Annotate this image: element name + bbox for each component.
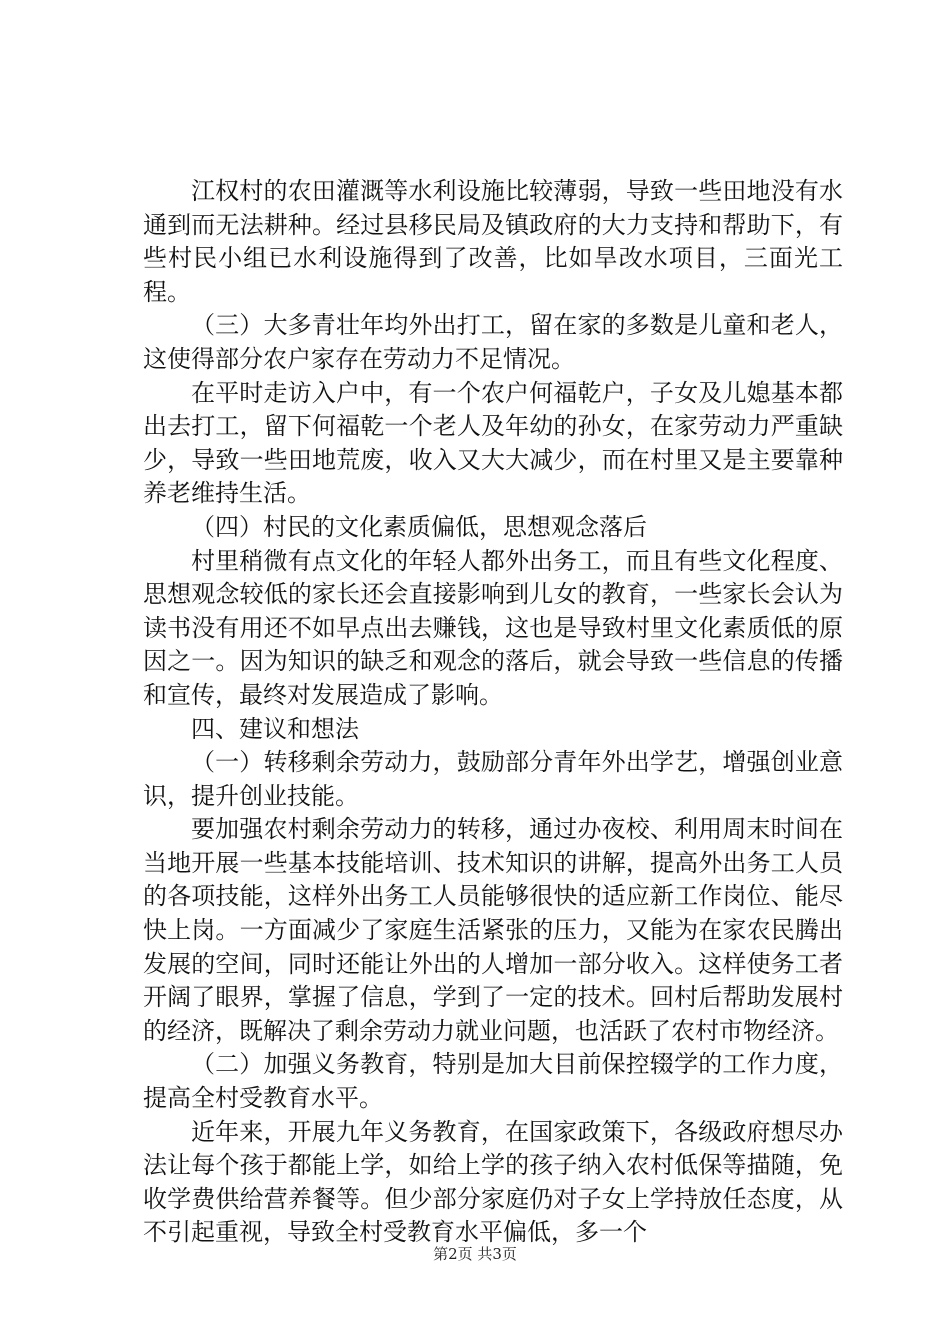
paragraph-irrigation: 江权村的农田灌溉等水利设施比较薄弱，导致一些田地没有水通到而无法耕种。经过县移民局及镇政府的大力支持和帮助下，有些村民小组已水利设施得到了改善，比如旱改水项目，三面光工程。	[143, 177, 843, 306]
page-number-footer: 第2页 共3页	[433, 1245, 517, 1263]
heading-section-3: （三）大多青壮年均外出打工，留在家的多数是儿童和老人，这使得部分农户家存在劳动力不足情况。	[143, 311, 843, 373]
paragraph-household-visit: 在平时走访入户中，有一个农户何福乾户，子女及儿媳基本都出去打工，留下何福乾一个老人及年幼的孙女，在家劳动力严重缺少，导致一些田地荒废，收入又大大减少，而在村里又是主要靠种养老维持生活。	[143, 378, 843, 508]
heading-suggestion-1: （一）转移剩余劳动力，鼓励部分青年外出学艺，增强创业意识，提升创业技能。	[143, 748, 843, 810]
heading-section-4: （四）村民的文化素质偏低，思想观念落后	[191, 512, 647, 541]
document-body	[143, 175, 843, 1250]
heading-suggestions: 四、建议和想法	[191, 714, 359, 743]
paragraph-culture: 村里稍微有点文化的年轻人都外出务工，而且有些文化程度、思想观念较低的家长还会直接影响到儿女的教育，一些家长会认为读书没有用还不如早点出去赚钱，这也是导致村里文化素质低的原因之一。因为知识的缺乏和观念的落后，就会导致一些信息的传播和宣传，最终对发展造成了影响。	[143, 546, 843, 709]
paragraph-labor-transfer: 要加强农村剩余劳动力的转移，通过办夜校、利用周末时间在当地开展一些基本技能培训、技术知识的讲解，提高外出务工人员的各项技能，这样外出务工人员能够很快的适应新工作岗位、能尽快上岗。一方面减少了家庭生活紧张的压力，又能为在家农民腾出发展的空间，同时还能让外出的人增加一部分收入。这样使务工者开阔了眼界，掌握了信息，学到了一定的技术。回村后帮助发展村的经济，既解决了剩余劳动力就业问题，也活跃了农村市物经济。	[143, 815, 843, 1045]
paragraph-education: 近年来，开展九年义务教育，在国家政策下，各级政府想尽办法让每个孩于都能上学，如给上学的孩子纳入农村低保等描随，免收学费供给营养餐等。但少部分家庭仍对子女上学持放任态度，从不引起重视，导致全村受教育水平偏低，多一个	[143, 1117, 843, 1247]
heading-suggestion-2: （二）加强义务教育，特别是加大目前保控辍学的工作力度，提高全村受教育水平。	[143, 1050, 843, 1113]
